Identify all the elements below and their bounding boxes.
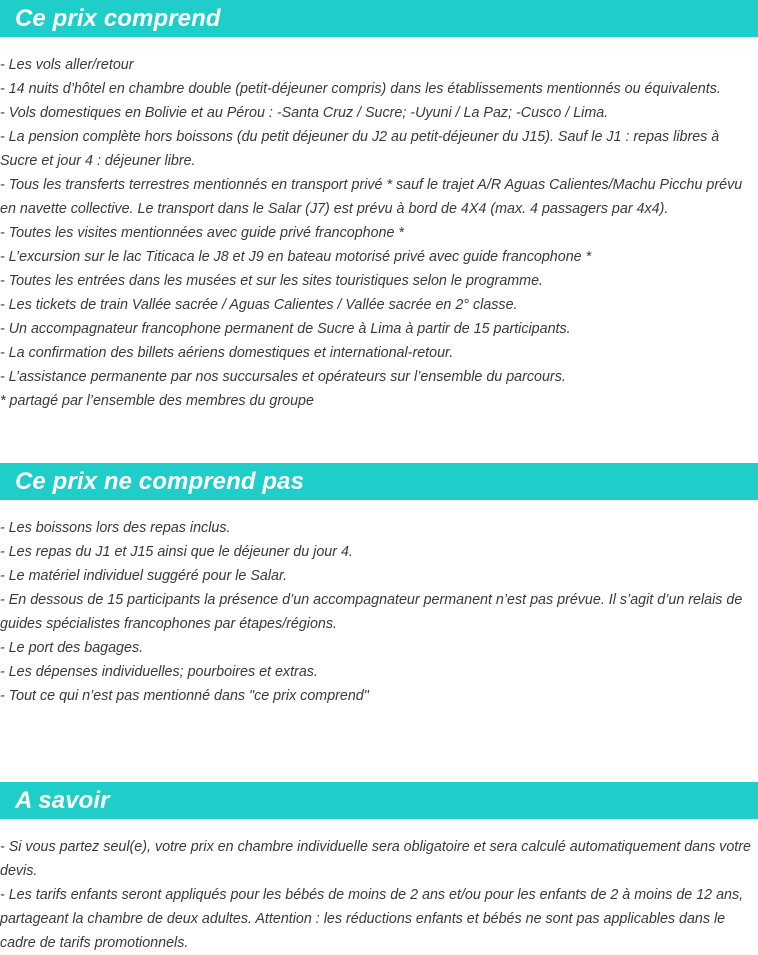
section-title-good-to-know: A savoir [15, 787, 110, 814]
section-header-includes [0, 0, 758, 37]
section-title-excludes: Ce prix ne comprend pas [15, 468, 305, 495]
footnote: * partagé par l’ensemble des membres du groupe [0, 393, 314, 409]
list-item: - Si vous partez seul(e), votre prix en chambre individuelle sera obligatoire et sera calculé automatiquement dans votre devis. [0, 839, 751, 879]
list-item: - Tout ce qui n’est pas mentionné dans "ce prix comprend" [0, 688, 369, 704]
list-item: - Les tarifs enfants seront appliqués pour les bébés de moins de 2 ans et/ou pour les enfants de 2 à moins de 12 ans, partageant la chambre de deux adultes. Attention : les réductions enfants et bébés ne sont pas applicables dans le cadre de tarifs promotionnels. [0, 887, 744, 951]
list-item: - Les repas du J1 et J15 ainsi que le déjeuner du jour 4. [0, 544, 353, 560]
list-item: - Le port des bagages. [0, 640, 144, 656]
list-item: - L’excursion sur le lac Titicaca le J8 et J9 en bateau motorisé privé avec guide francophone * [0, 249, 592, 265]
list-item: - Un accompagnateur francophone permanent de Sucre à Lima à partir de 15 participants. [0, 321, 571, 337]
includes-list [0, 53, 758, 413]
list-item: - Toutes les visites mentionnées avec guide privé francophone * [0, 225, 404, 241]
list-item: - Les dépenses individuelles; pourboires et extras. [0, 664, 318, 680]
list-item: - Les vols aller/retour [0, 57, 134, 73]
list-item: - Les tickets de train Vallée sacrée / Aguas Calientes / Vallée sacrée en 2° classe. [0, 297, 518, 313]
list-item: - Les boissons lors des repas inclus. [0, 520, 231, 536]
good-to-know-list [0, 835, 758, 955]
list-item: - L’assistance permanente par nos succursales et opérateurs sur l’ensemble du parcours. [0, 369, 566, 385]
list-item: - Vols domestiques en Bolivie et au Pérou : -Santa Cruz / Sucre; -Uyuni / La Paz; -Cusco / Lima. [0, 105, 609, 121]
section-title-includes: Ce prix comprend [15, 5, 221, 32]
list-item: - En dessous de 15 participants la présence d’un accompagnateur permanent n’est pas prévue. Il s’agit d’un relais de guides spécialistes francophones par étapes/régions. [0, 592, 743, 632]
section-header-excludes [0, 463, 758, 500]
section-header-good-to-know [0, 782, 758, 819]
list-item: - La confirmation des billets aériens domestiques et international-retour. [0, 345, 454, 361]
list-item: - Le matériel individuel suggéré pour le Salar. [0, 568, 288, 584]
list-item: - Toutes les entrées dans les musées et sur les sites touristiques selon le programme. [0, 273, 544, 289]
list-item: - La pension complète hors boissons (du petit déjeuner du J2 au petit-déjeuner du J15). Sauf le J1 : repas libres à Sucre et jour 4 : déjeuner libre. [0, 129, 720, 169]
excludes-list [0, 516, 758, 708]
list-item: - Tous les transferts terrestres mentionnés en transport privé * sauf le trajet A/R Aguas Calientes/Machu Picchu prévu en navette collective. Le transport dans le Salar (J7) est prévu à bord de 4X4 (max. 4 passagers par 4x4). [0, 177, 743, 217]
list-item: - 14 nuits d’hôtel en chambre double (petit-déjeuner compris) dans les établissements mentionnés ou équivalents. [0, 81, 721, 97]
